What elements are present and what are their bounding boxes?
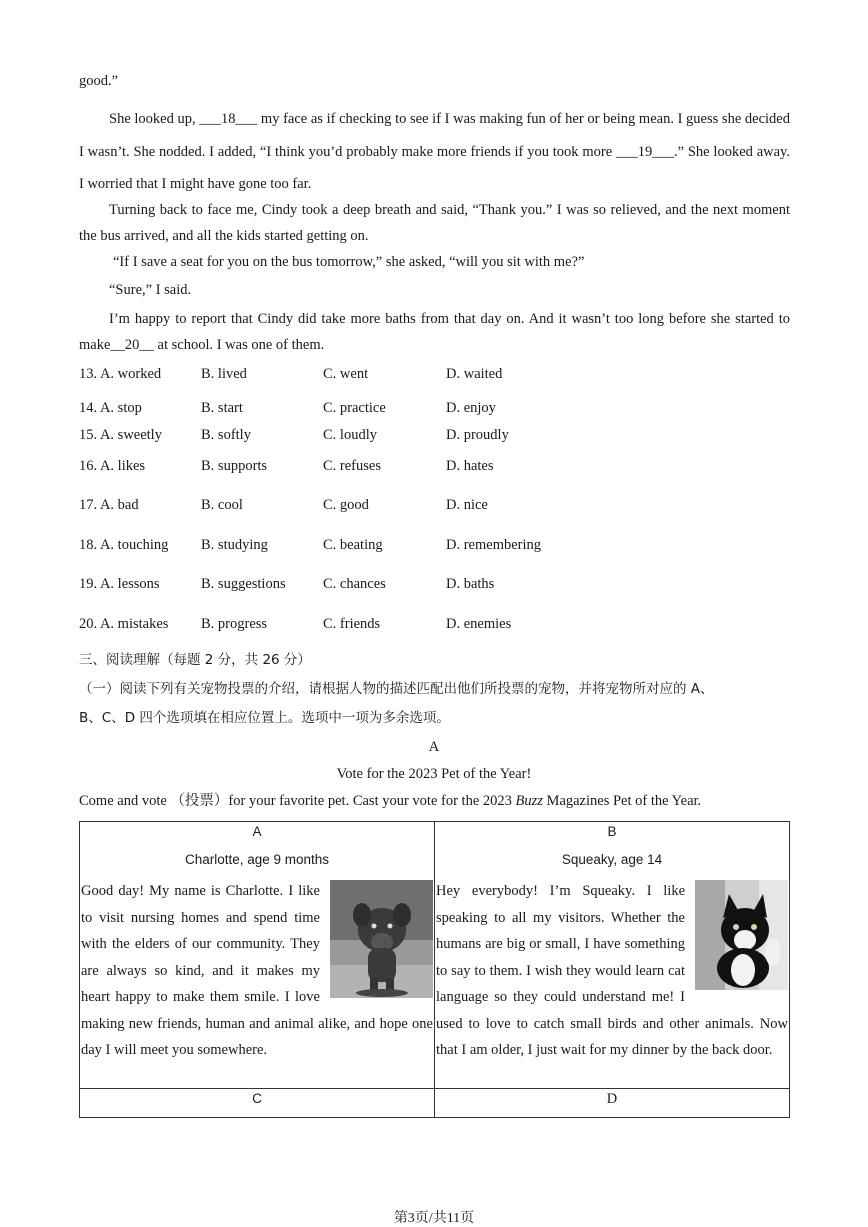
option-b: B. suggestions bbox=[201, 576, 286, 592]
dog-photo bbox=[330, 880, 433, 998]
pet-d-label: D bbox=[606, 1091, 618, 1107]
option-a: 17. A. bad bbox=[79, 497, 139, 513]
instruction-line-1: （一）阅读下列有关宠物投票的介绍，请根据人物的描述匹配出他们所投票的宠物，并将宠物所对应的 A、 bbox=[79, 681, 714, 697]
option-c: C. refuses bbox=[323, 458, 381, 474]
pet-cell-d bbox=[435, 1089, 790, 1118]
pet-cell-c bbox=[80, 1089, 435, 1118]
part-label: A bbox=[428, 739, 440, 755]
option-b: B. lived bbox=[201, 366, 247, 382]
pet-a-label: A bbox=[252, 824, 262, 839]
option-a: 15. A. sweetly bbox=[79, 427, 162, 443]
pet-a-text: Good day! My name is Charlotte. I like to visit nursing homes and spend time with the elders of our community. They are always so kind, and it makes my heart happy to make them smile. I love making new friends, human and animal alike, and hope one day I will meet you somewhere. bbox=[81, 883, 433, 1058]
vote-intro bbox=[79, 791, 790, 811]
vote-title: Vote for the 2023 Pet of the Year! bbox=[336, 766, 532, 782]
option-a: 19. A. lessons bbox=[79, 576, 160, 592]
option-b: B. softly bbox=[201, 427, 251, 443]
vote-intro-end: Magazines Pet of the Year. bbox=[542, 793, 702, 809]
vote-intro-text: Come and vote （投票）for your favorite pet. Cast your vote for the 2023 bbox=[79, 793, 516, 809]
magazine-name: Buzz bbox=[515, 793, 543, 809]
passage-paragraph-1: She looked up, ___18___ my face as if checking to see if I was making fun of her or being mean. I guess she decided I wasn’t. She nodded. I added, “I think you’d probably make more friends if you took more ___19___.” She looked away. I worried that I might have gone too far. bbox=[79, 111, 790, 192]
section-heading: 三、阅读理解（每题 2 分，共 26 分） bbox=[79, 652, 311, 668]
option-c: C. went bbox=[323, 366, 369, 382]
pet-b-label: B bbox=[607, 824, 617, 839]
option-d: D. enemies bbox=[446, 616, 512, 632]
option-c: C. good bbox=[323, 497, 369, 513]
option-d: D. remembering bbox=[446, 537, 542, 553]
passage-paragraph-3: “If I save a seat for you on the bus tomorrow,” she asked, “will you sit with me?” bbox=[113, 254, 585, 270]
option-d: D. waited bbox=[446, 366, 503, 382]
option-b: B. progress bbox=[201, 616, 268, 632]
pet-cell-a bbox=[80, 822, 435, 1089]
passage-paragraph-5: I’m happy to report that Cindy did take more baths from that day on. And it wasn’t too long before she started to make__20__ at school. I was one of them. bbox=[79, 311, 790, 353]
pet-c-label: C bbox=[252, 1091, 262, 1106]
option-d: D. hates bbox=[446, 458, 494, 474]
dog-photo-image bbox=[330, 880, 433, 998]
option-a: 13. A. worked bbox=[79, 366, 162, 382]
passage-paragraph-2: Turning back to face me, Cindy took a deep breath and said, “Thank you.” I was so relieved, and the next moment the bus arrived, and all the kids started getting on. bbox=[79, 202, 790, 244]
pet-b-text: Hey everybody! I’m Squeaky. I like speaking to all my visitors. Whether the humans are big or small, I have something to say to them. I wish they would learn cat language so they could understand me! I used to love to catch small birds and other animals. Now that I am older, I just wait for my dinner by the back door. bbox=[436, 883, 788, 1058]
option-b: B. studying bbox=[201, 537, 268, 553]
option-a: 18. A. touching bbox=[79, 537, 169, 553]
pet-b-description bbox=[436, 878, 788, 1064]
option-c: C. chances bbox=[323, 576, 386, 592]
pets-table bbox=[79, 821, 790, 1118]
option-c: C. practice bbox=[323, 400, 386, 416]
option-d: D. proudly bbox=[446, 427, 509, 443]
option-b: B. start bbox=[201, 400, 243, 416]
passage-line-good: good.” bbox=[79, 73, 119, 89]
option-d: D. nice bbox=[446, 497, 488, 513]
option-a: 16. A. likes bbox=[79, 458, 146, 474]
pet-b-name: Squeaky, age 14 bbox=[561, 852, 663, 867]
pet-a-description bbox=[81, 878, 433, 1064]
pet-cell-b bbox=[435, 822, 790, 1089]
pet-a-name: Charlotte, age 9 months bbox=[184, 852, 330, 867]
cat-photo-image bbox=[695, 880, 788, 990]
option-c: C. loudly bbox=[323, 427, 377, 443]
option-c: C. beating bbox=[323, 537, 383, 553]
option-c: C. friends bbox=[323, 616, 381, 632]
passage-paragraph-4: “Sure,” I said. bbox=[109, 282, 192, 298]
option-d: D. enjoy bbox=[446, 400, 496, 416]
option-a: 20. A. mistakes bbox=[79, 616, 169, 632]
option-d: D. baths bbox=[446, 576, 495, 592]
page-footer: 第3页/共11页 bbox=[393, 1211, 475, 1226]
instruction-line-2: B、C、D 四个选项填在相应位置上。选项中一项为多余选项。 bbox=[79, 710, 450, 726]
cat-photo bbox=[695, 880, 788, 990]
option-b: B. supports bbox=[201, 458, 268, 474]
option-a: 14. A. stop bbox=[79, 400, 142, 416]
option-b: B. cool bbox=[201, 497, 243, 513]
